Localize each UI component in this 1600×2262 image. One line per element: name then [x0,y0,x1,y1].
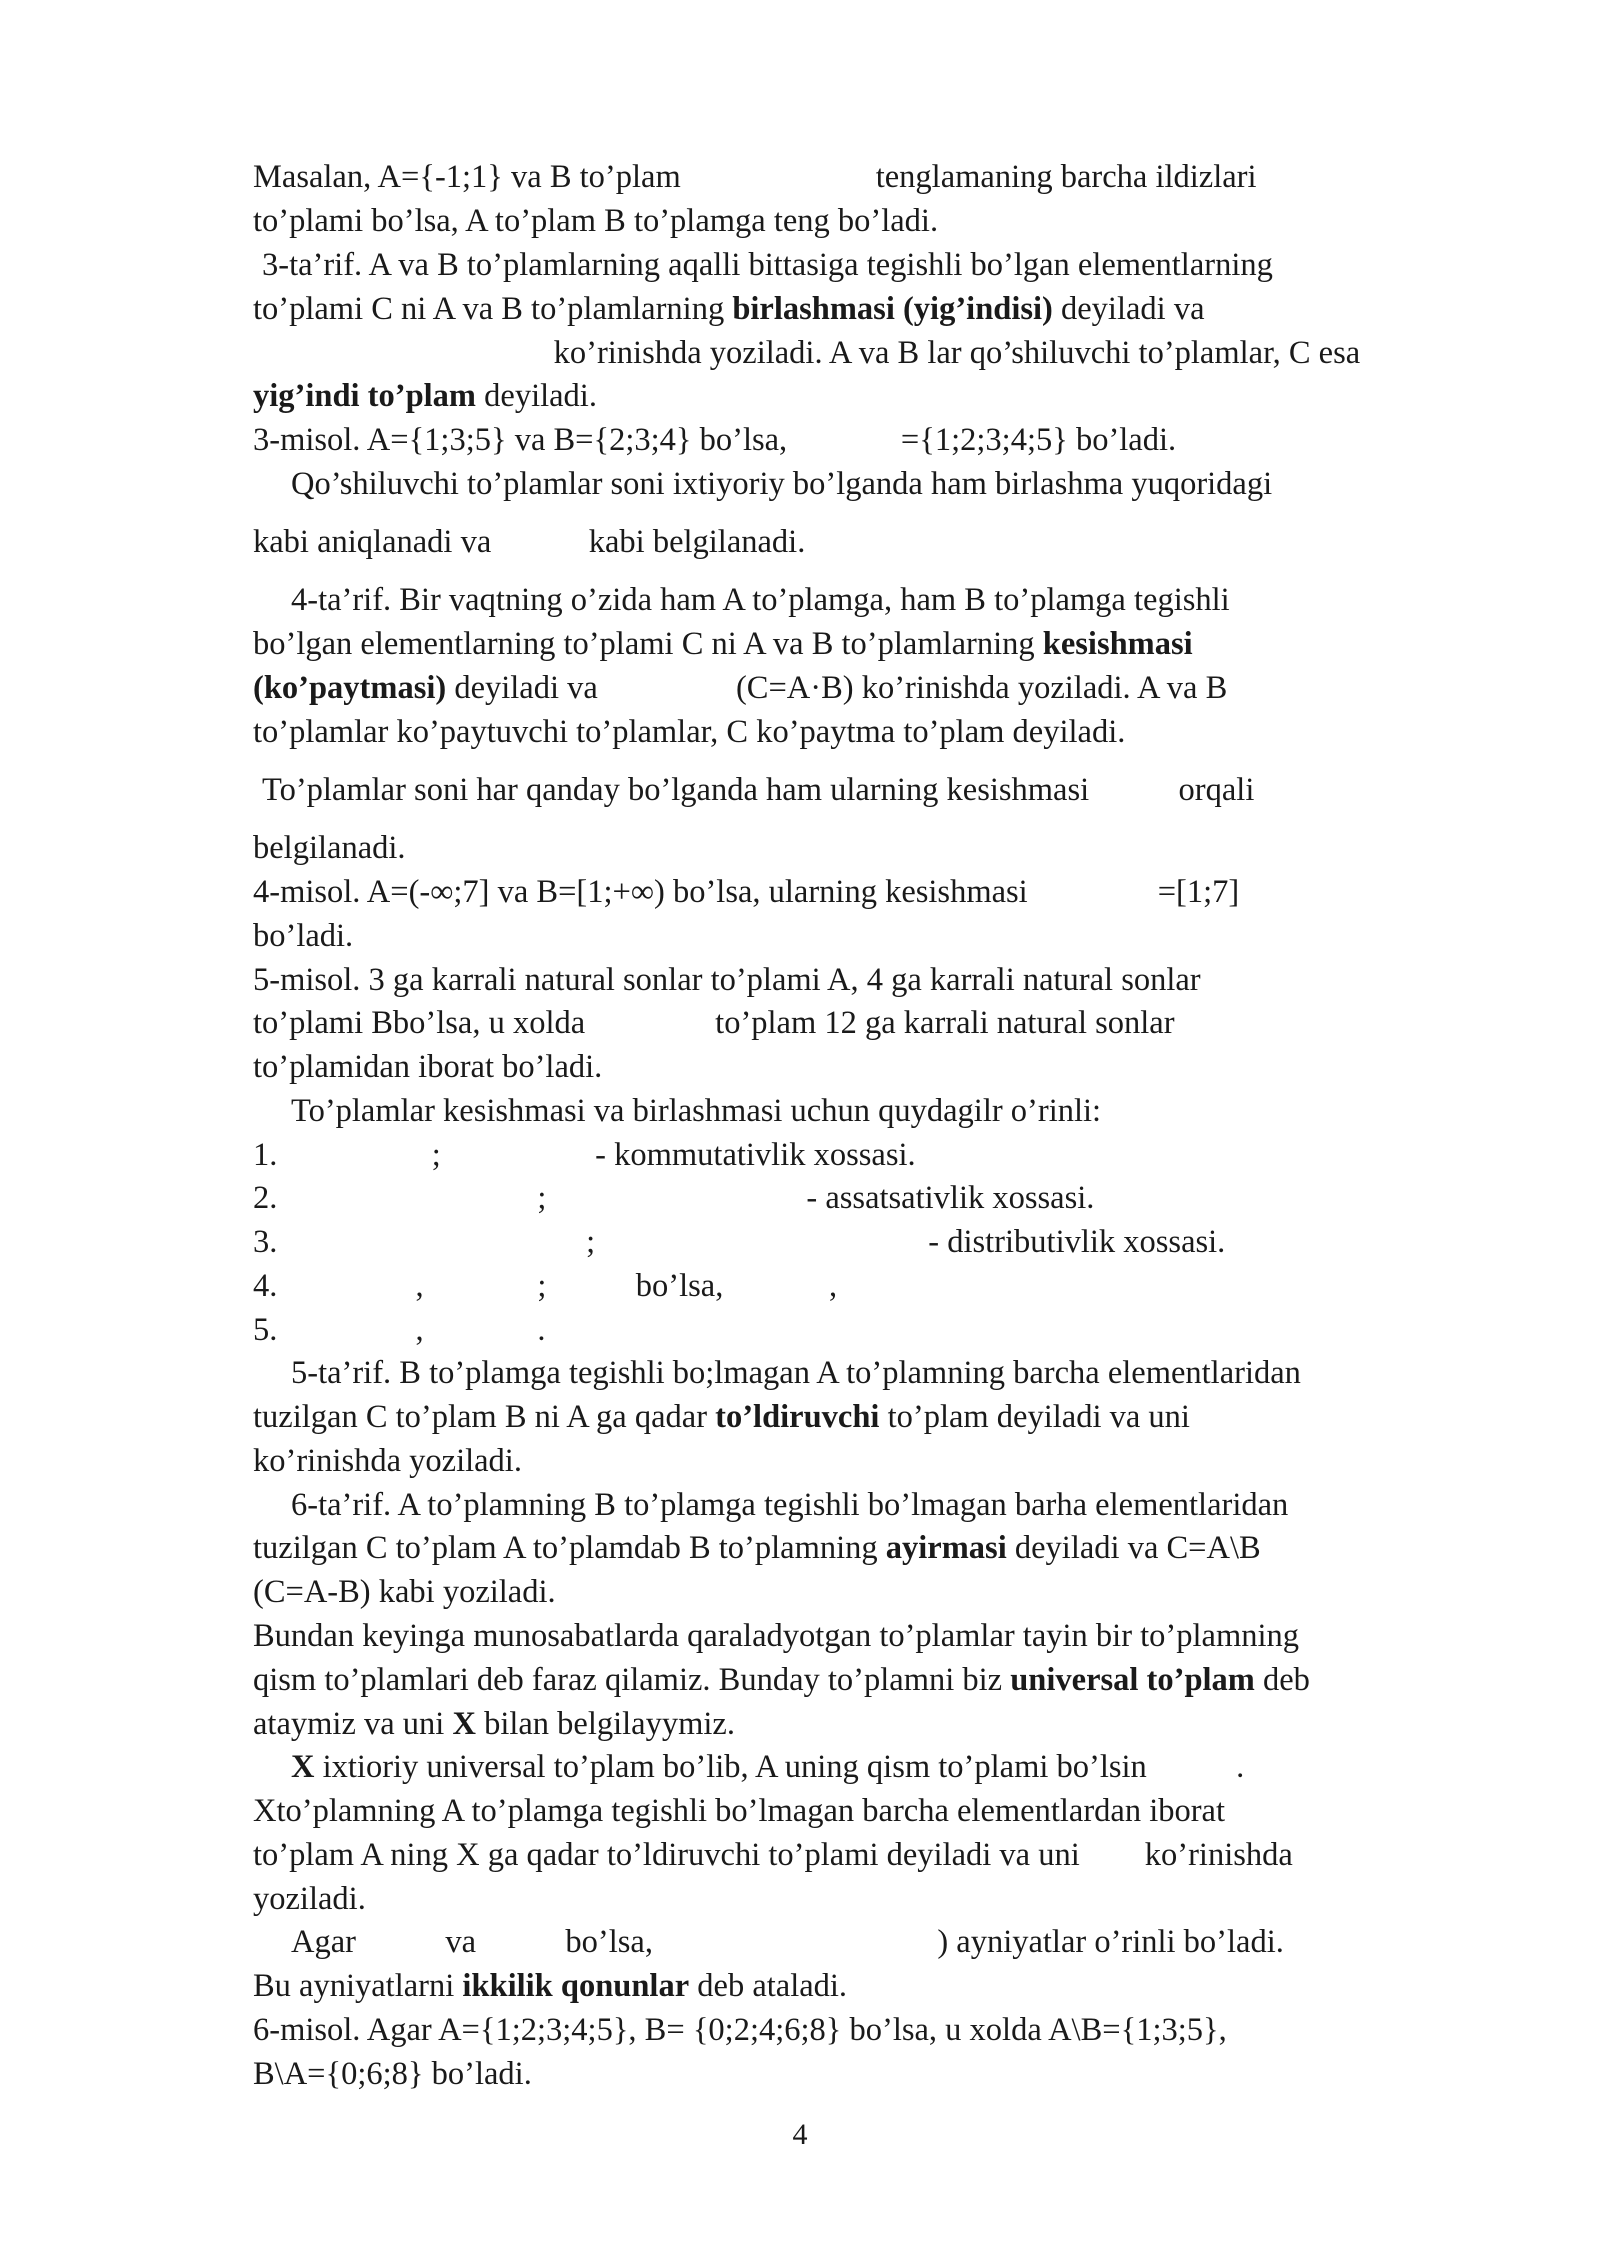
text-line: 4-misol. A=(-∞;7] va B=[1;+∞) bo’lsa, ularning kesishmasi =[1;7] [253,874,1240,910]
text-line: Agar va bo’lsa, ) ayniyatlar o’rinli bo’ladi. [291,1924,1284,1960]
text-line: to’plami bo’lsa, A to’plam B to’plamga teng bo’ladi. [253,203,939,239]
text-line: 6-misol. Agar A={1;2;3;4;5}, B= {0;2;4;6;8} bo’lsa, u xolda A\B={1;3;5}, [253,2012,1227,2048]
text-line: 3-misol. A={1;3;5} va B={2;3;4} bo’lsa, ={1;2;3;4;5} bo’ladi. [253,422,1177,458]
term-birlashmasi: birlashmasi (yig’indisi) [732,291,1053,327]
text-line: (C=A-B) kabi yoziladi. [253,1574,556,1610]
term-toldiruvchi: to’ldiruvchi [715,1399,880,1435]
text-line: to’plamlar ko’paytuvchi to’plamlar, C ko’paytma to’plam deyiladi. [253,714,1126,750]
text-line: 5. , . [253,1312,546,1348]
text-line: to’plamidan iborat bo’ladi. [253,1049,603,1085]
term-ayirmasi: ayirmasi [885,1530,1007,1566]
text-line: (ko’paytmasi) deyiladi va (C=A·B) ko’rinishda yoziladi. A va B [253,670,1228,706]
text-line: 6-ta’rif. A to’plamning B to’plamga tegishli bo’lmagan barha elementlaridan [291,1487,1289,1523]
term-kopaytmasi: (ko’paytmasi) [253,670,447,706]
term-yigindi-toplam: yig’indi to’plam [253,378,477,414]
text-line: to’plami Bbo’lsa, u xolda to’plam 12 ga karrali natural sonlar [253,1005,1175,1041]
text-line: 5-misol. 3 ga karrali natural sonlar to’plami A, 4 ga karrali natural sonlar [253,962,1201,998]
term-universal-toplam: universal to’plam [1010,1662,1255,1698]
text-line: yig’indi to’plam deyiladi. [253,378,597,414]
term-ikkilik-qonunlar: ikkilik qonunlar [462,1968,690,2004]
text-line: To’plamlar soni har qanday bo’lganda ham ularning kesishmasi orqali [262,772,1255,808]
text-line: 4-ta’rif. Bir vaqtning o’zida ham A to’plamga, ham B to’plamga tegishli [291,582,1230,618]
text-line: Qo’shiluvchi to’plamlar soni ixtiyoriy bo’lganda ham birlashma yuqoridagi [291,466,1273,502]
text-line: tuzilgan C to’plam B ni A ga qadar to’ldiruvchi to’plam deyiladi va uni [253,1399,1190,1435]
text-line: Bu ayniyatlarni ikkilik qonunlar deb ataladi. [253,1968,848,2004]
term-x: X [291,1749,315,1785]
text-line: bo’lgan elementlarning to’plami C ni A va B to’plamlarning kesishmasi [253,626,1193,662]
text-line: 3-ta’rif. A va B to’plamlarning aqalli bittasiga tegishli bo’lgan elementlarning [262,247,1273,283]
text-line: 4. , ; bo’lsa, , [253,1268,838,1304]
text-line: 2. ; - assatsativlik xossasi. [253,1180,1095,1216]
text-line: ataymiz va uni X bilan belgilayymiz. [253,1706,735,1742]
text-line: To’plamlar kesishmasi va birlashmasi uchun quydagilr o’rinli: [291,1093,1102,1129]
text-line: 3. ; - distributivlik xossasi. [253,1224,1226,1260]
text-line: kabi aniqlanadi va kabi belgilanadi. [253,524,806,560]
text-line: qism to’plamlari deb faraz qilamiz. Bunday to’plamni biz universal to’plam deb [253,1662,1310,1698]
term-kesishmasi: kesishmasi [1042,626,1193,662]
text-line: tuzilgan C to’plam A to’plamdab B to’plamning ayirmasi deyiladi va C=A\B [253,1530,1261,1566]
text-line: bo’ladi. [253,918,354,954]
text-line: X ixtioriy universal to’plam bo’lib, A uning qism to’plami bo’lsin . [291,1749,1245,1785]
text-line: Masalan, A={-1;1} va B to’plam tenglamaning barcha ildizlari [253,159,1257,195]
text-line: belgilanadi. [253,830,406,866]
text-line: ko’rinishda yoziladi. A va B lar qo’shiluvchi to’plamlar, C esa [253,335,1361,371]
text-line: ko’rinishda yoziladi. [253,1443,522,1479]
text-line: 5-ta’rif. B to’plamga tegishli bo;lmagan A to’plamning barcha elementlaridan [291,1355,1301,1391]
text-line: Xto’plamning A to’plamga tegishli bo’lmagan barcha elementlardan iborat [253,1793,1226,1829]
text-line: to’plami C ni A va B to’plamlarning birlashmasi (yig’indisi) deyiladi va [253,291,1205,327]
page-number: 4 [792,2118,808,2151]
text-line: 1. ; - kommutativlik xossasi. [253,1137,916,1173]
term-x: X [452,1706,476,1742]
text-line: yoziladi. [253,1881,366,1917]
text-line: Bundan keyinga munosabatlarda qaraladyotgan to’plamlar tayin bir to’plamning [253,1618,1300,1654]
text-line: to’plam A ning X ga qadar to’ldiruvchi to’plami deyiladi va uni ko’rinishda [253,1837,1293,1873]
text-line: B\A={0;6;8} bo’ladi. [253,2056,532,2092]
